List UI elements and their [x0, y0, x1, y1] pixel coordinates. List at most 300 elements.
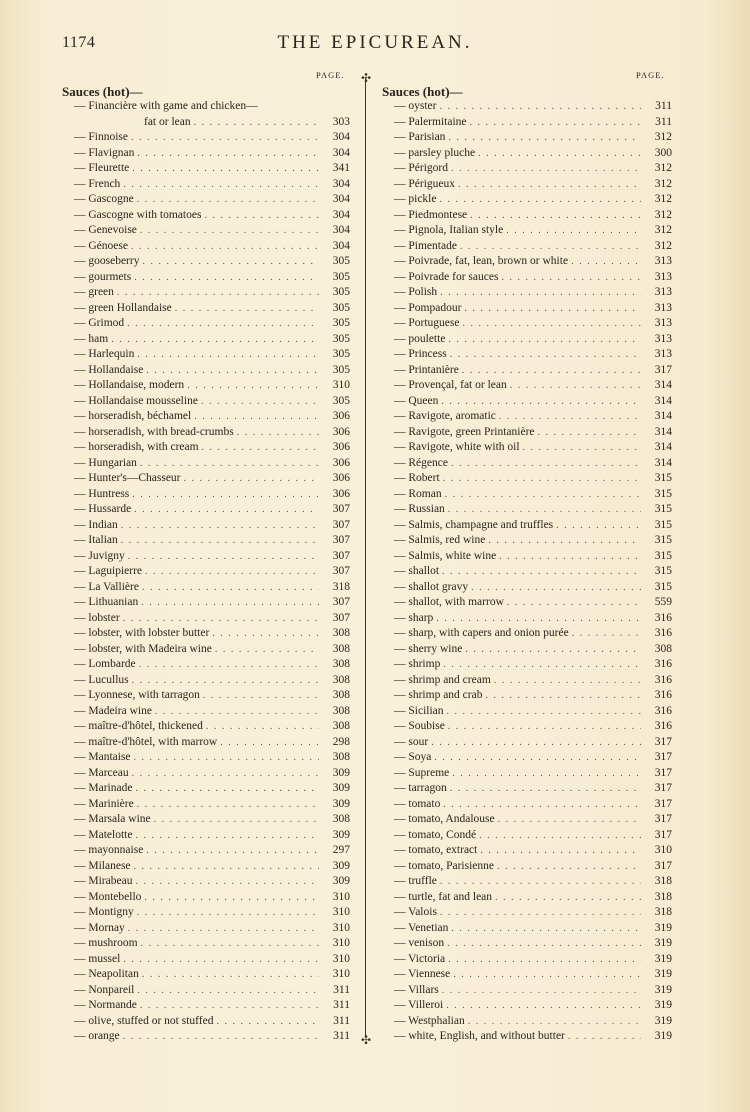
index-entry	[382, 286, 672, 302]
entry-text: — Italian	[74, 534, 118, 546]
dot-leader	[439, 101, 641, 112]
dot-leader	[155, 706, 319, 717]
entry-text: — ham	[74, 332, 109, 345]
entry-text: — Marceau	[74, 766, 129, 779]
entry-text: — Mantaise	[74, 751, 131, 763]
entry-page-number: 316	[654, 611, 672, 624]
entry-text: — Finnoise	[74, 131, 128, 143]
entry-page-number: 319	[654, 983, 672, 996]
entry-text: — tomato, Parisienne	[394, 859, 494, 872]
entry-page-number: 313	[654, 332, 672, 345]
dot-leader	[495, 892, 641, 903]
entry-page-number: 310	[654, 844, 672, 856]
index-entry	[382, 860, 672, 876]
entry-text: — gourmets	[74, 270, 132, 283]
page-column-label: PAGE.	[316, 70, 345, 80]
dot-leader	[146, 365, 319, 376]
dot-leader	[237, 427, 319, 438]
dot-leader	[134, 504, 319, 515]
dot-leader	[140, 225, 319, 236]
entry-text: — Lithuanian	[74, 596, 139, 608]
index-entry	[62, 333, 350, 349]
entry-page-number: 311	[333, 1014, 350, 1027]
entry-page-number: 309	[332, 797, 350, 810]
entry-page-number: 308	[332, 627, 350, 639]
index-entry	[62, 705, 350, 721]
page-header	[0, 30, 750, 56]
entry-text: — tomato, Condé	[394, 828, 477, 841]
dot-leader	[117, 287, 319, 298]
index-entry	[382, 891, 672, 907]
entry-text: — Matelotte	[74, 828, 133, 841]
index-entry	[62, 953, 350, 969]
dot-leader	[154, 814, 319, 825]
dot-leader	[470, 117, 642, 128]
index-entry	[382, 550, 672, 566]
index-entry	[62, 875, 350, 891]
index-entry	[62, 364, 350, 380]
dot-leader	[478, 148, 641, 159]
dot-leader	[137, 194, 319, 205]
dot-leader	[203, 690, 319, 701]
index-entry	[62, 674, 350, 690]
index-entry	[62, 472, 350, 488]
index-entry	[382, 147, 672, 163]
entry-page-number: 319	[654, 937, 672, 949]
index-entry	[62, 162, 350, 178]
entry-text: — lobster, with lobster butter	[74, 627, 210, 639]
dot-leader	[450, 783, 641, 794]
index-entry	[62, 147, 350, 163]
entry-page-number: 304	[332, 239, 350, 252]
index-entry	[62, 968, 350, 984]
entry-text: — tomato, Andalouse	[394, 813, 495, 825]
index-entry	[382, 596, 672, 612]
entry-text: — shrimp	[394, 658, 441, 670]
entry-text: — Marsala wine	[74, 813, 151, 825]
dot-leader	[202, 442, 319, 453]
entry-page-number: 309	[332, 828, 350, 841]
entry-text: — Huntress	[74, 487, 130, 500]
entry-page-number: 313	[654, 301, 672, 314]
entry-page-number: 311	[655, 100, 672, 112]
entry-page-number: 307	[332, 549, 350, 562]
entry-text: — Provençal, fat or lean	[394, 379, 507, 391]
dot-leader	[451, 458, 641, 469]
entry-page-number: 316	[654, 689, 672, 701]
index-entry	[62, 751, 350, 767]
index-entry	[62, 581, 350, 597]
dot-leader	[134, 752, 319, 763]
index-entry	[382, 627, 672, 643]
dot-leader	[443, 799, 641, 810]
dot-leader	[132, 163, 319, 174]
entry-text: — shallot, with marrow	[394, 596, 504, 608]
entry-page-number: 317	[654, 363, 672, 376]
entry-page-number: 317	[654, 859, 672, 872]
entry-text: — green Hollandaise	[74, 301, 172, 314]
entry-page-number: 316	[654, 704, 672, 717]
entry-page-number: 305	[332, 317, 350, 329]
entry-text: — maître-d'hôtel, with marrow	[74, 735, 218, 748]
index-entry	[382, 100, 672, 116]
dot-leader	[465, 644, 641, 655]
entry-page-number: 309	[332, 859, 350, 872]
index-entry	[382, 736, 672, 752]
entry-page-number: 304	[332, 193, 350, 205]
dot-leader	[123, 179, 319, 190]
entry-page-number: 304	[332, 208, 350, 221]
entry-page-number: 312	[654, 162, 672, 174]
entry-text: — Princess	[394, 348, 447, 360]
entry-text: — mayonnaise	[74, 844, 144, 856]
index-entry	[382, 162, 672, 178]
index-entry	[382, 209, 672, 225]
entry-page-number: 307	[332, 518, 350, 531]
dot-leader	[448, 954, 641, 965]
entry-text: — sour	[394, 735, 429, 748]
entry-text: — Ravigote, green Printanière	[394, 425, 535, 438]
column-divider	[365, 78, 366, 1038]
dot-leader	[451, 163, 641, 174]
entry-text: — Flavignan	[74, 146, 135, 159]
entry-page-number: 318	[654, 890, 672, 903]
entry-text: — Piedmontese	[394, 208, 468, 221]
dot-leader	[452, 768, 641, 779]
entry-page-number: 310	[332, 906, 350, 918]
index-entry	[62, 255, 350, 271]
index-entry	[62, 844, 350, 860]
entry-text: — Hunter's—Chasseur	[74, 472, 181, 484]
index-entry	[382, 488, 672, 504]
entry-text: — Madeira wine	[74, 704, 152, 717]
entry-text: — Roman	[394, 487, 442, 500]
index-entry	[382, 813, 672, 829]
index-entry	[62, 410, 350, 426]
dot-leader	[556, 520, 641, 531]
index-entry	[62, 813, 350, 829]
entry-text: — Juvigny	[74, 549, 125, 562]
dot-leader	[123, 954, 319, 965]
entry-text: — horseradish, with bread-crumbs	[74, 425, 234, 438]
entry-page-number: 304	[332, 146, 350, 159]
dot-leader	[135, 876, 319, 887]
index-entry	[62, 643, 350, 659]
index-entry	[62, 767, 350, 783]
index-entry	[382, 829, 672, 845]
index-entry	[382, 441, 672, 457]
entry-page-number: 310	[332, 952, 350, 965]
entry-text: — Palermitaine	[394, 115, 467, 128]
entry-page-number: 309	[332, 782, 350, 794]
entry-text: — shrimp and crab	[394, 689, 483, 701]
entry-page-number: 319	[654, 952, 672, 965]
dot-leader	[206, 721, 319, 732]
dot-leader	[443, 659, 641, 670]
entry-page-number: 317	[654, 766, 672, 779]
entry-page-number: 310	[332, 937, 350, 949]
dot-leader	[447, 706, 641, 717]
index-entry	[62, 829, 350, 845]
index-entry	[62, 178, 350, 194]
entry-text: — horseradish, with cream	[74, 441, 199, 453]
entry-text: — Périgord	[394, 162, 448, 174]
index-entry	[62, 100, 350, 116]
entry-page-number: 312	[654, 193, 672, 205]
dot-leader	[468, 1016, 641, 1027]
entry-page-number: 318	[332, 580, 350, 593]
index-entry	[62, 534, 350, 550]
dot-leader	[442, 985, 641, 996]
entry-text: — white, English, and without butter	[394, 1030, 565, 1042]
entry-page-number: 314	[654, 410, 672, 422]
dot-leader	[127, 318, 319, 329]
index-entry	[382, 968, 672, 984]
dot-leader	[480, 845, 641, 856]
index-entry	[382, 534, 672, 550]
entry-text: — Hollandaise, modern	[74, 379, 185, 391]
dot-leader	[132, 675, 319, 686]
dot-leader	[458, 179, 641, 190]
entry-page-number: 319	[654, 1030, 672, 1042]
index-entry	[62, 736, 350, 752]
entry-text: — Harlequin	[74, 348, 135, 360]
dot-leader	[132, 489, 319, 500]
ornament-icon: ✣	[360, 1033, 372, 1047]
entry-text: — lobster, with Madeira wine	[74, 642, 212, 655]
dot-leader	[451, 923, 641, 934]
index-entry	[382, 348, 672, 364]
entry-page-number: 319	[654, 968, 672, 980]
index-entry	[62, 999, 350, 1015]
entry-page-number: 310	[332, 379, 350, 391]
dot-leader	[220, 737, 319, 748]
index-entry	[382, 767, 672, 783]
entry-text: fat or lean	[144, 115, 191, 128]
entry-text: — Neapolitan	[74, 968, 139, 980]
index-entry	[382, 782, 672, 798]
dot-leader	[462, 318, 641, 329]
dot-leader	[510, 380, 641, 391]
entry-text: — parsley pluche	[394, 146, 476, 159]
entry-page-number: 312	[654, 177, 672, 190]
index-entry	[382, 1015, 672, 1031]
entry-text: — Lombarde	[74, 658, 136, 670]
entry-text: — French	[74, 177, 121, 190]
index-entry	[382, 984, 672, 1000]
entry-page-number: 311	[655, 115, 672, 128]
index-entry	[62, 550, 350, 566]
index-entry	[382, 317, 672, 333]
dot-leader	[497, 861, 641, 872]
index-entry	[62, 906, 350, 922]
entry-page-number: 317	[654, 751, 672, 763]
dot-leader	[145, 566, 319, 577]
index-entry	[382, 116, 672, 132]
entry-page-number: 309	[332, 766, 350, 779]
entry-page-number: 297	[332, 844, 350, 856]
index-entry	[62, 302, 350, 318]
entry-page-number: 314	[654, 425, 672, 438]
entry-page-number: 316	[654, 720, 672, 732]
entry-page-number: 313	[654, 286, 672, 298]
index-entry	[62, 782, 350, 798]
dot-leader	[131, 241, 319, 252]
page-number: 1174	[62, 34, 96, 51]
entry-text: — poulette	[394, 332, 446, 345]
entry-page-number: 312	[654, 208, 672, 221]
index-entry	[62, 922, 350, 938]
entry-text: — Régence	[394, 456, 448, 469]
dot-leader	[442, 566, 641, 577]
entry-text: — turtle, fat and lean	[394, 890, 493, 903]
index-entry	[62, 395, 350, 411]
entry-text: — Indian	[74, 518, 118, 531]
entry-text: — Salmis, white wine	[394, 549, 497, 562]
entry-page-number: 318	[654, 875, 672, 887]
dot-leader	[446, 1000, 641, 1011]
dot-leader	[111, 334, 319, 345]
entry-page-number: 305	[332, 332, 350, 345]
dot-leader	[139, 659, 319, 670]
dot-leader	[441, 396, 641, 407]
dot-leader	[142, 256, 319, 267]
index-entry	[62, 426, 350, 442]
dot-leader	[494, 675, 641, 686]
dot-leader	[499, 411, 641, 422]
index-entry	[382, 410, 672, 426]
entry-page-number: 319	[654, 921, 672, 934]
index-entry	[382, 364, 672, 380]
dot-leader	[144, 892, 319, 903]
dot-leader	[572, 628, 641, 639]
entry-page-number: 315	[654, 534, 672, 546]
entry-text: — Queen	[394, 394, 439, 407]
index-entry	[62, 720, 350, 736]
dot-leader	[436, 613, 641, 624]
dot-leader	[141, 938, 319, 949]
dot-leader	[499, 551, 641, 562]
index-entry	[62, 348, 350, 364]
index-entry	[62, 116, 350, 132]
entry-text: — oyster	[394, 100, 437, 112]
dot-leader	[443, 473, 641, 484]
dot-leader	[194, 117, 319, 128]
index-entry	[382, 999, 672, 1015]
entry-text: — Hollandaise	[74, 363, 144, 376]
entry-text: — Montigny	[74, 906, 134, 918]
entry-text: — sharp, with capers and onion purée	[394, 627, 569, 639]
entry-text: — maître-d'hôtel, thickened	[74, 720, 203, 732]
index-entry	[382, 643, 672, 659]
entry-page-number: 316	[654, 658, 672, 670]
entry-page-number: 304	[332, 224, 350, 236]
dot-leader	[440, 907, 641, 918]
entry-page-number: 311	[333, 1030, 350, 1042]
entry-text: — Supreme	[394, 766, 450, 779]
entry-page-number: 315	[654, 503, 672, 515]
index-entry	[382, 953, 672, 969]
index-entries-right	[382, 100, 672, 1046]
index-entry	[62, 441, 350, 457]
entry-text: — Ravigote, white with oil	[394, 441, 520, 453]
entry-text: — Sicilian	[394, 704, 444, 717]
entry-page-number: 306	[332, 425, 350, 438]
section-title: Sauces (hot)—	[62, 84, 143, 99]
dot-leader	[137, 985, 319, 996]
entry-text: — tomato, extract	[394, 844, 478, 856]
entry-page-number: 304	[332, 131, 350, 143]
entry-text: — Grimod	[74, 317, 125, 329]
entry-page-number: 306	[332, 487, 350, 500]
entry-page-number: 317	[654, 828, 672, 841]
index-entry	[62, 271, 350, 287]
entry-text: — truffle	[394, 875, 437, 887]
dot-leader	[448, 721, 641, 732]
dot-leader	[140, 458, 319, 469]
index-entry	[62, 658, 350, 674]
entry-page-number: 319	[654, 1014, 672, 1027]
entry-page-number: 559	[654, 596, 672, 608]
dot-leader	[450, 349, 641, 360]
running-title: THE EPICUREAN.	[277, 32, 473, 53]
index-entry	[382, 240, 672, 256]
entry-page-number: 315	[654, 549, 672, 562]
entry-text: — pickle	[394, 193, 437, 205]
entry-text: — Nonpareil	[74, 983, 135, 996]
dot-leader	[431, 737, 641, 748]
index-entry	[382, 720, 672, 736]
entry-page-number: 305	[332, 270, 350, 283]
dot-leader	[448, 504, 641, 515]
entry-text: — tomato	[394, 797, 441, 810]
entry-text: — La Vallière	[74, 580, 139, 593]
index-entry	[382, 178, 672, 194]
entry-text: — Gascogne	[74, 193, 134, 205]
entry-page-number: 307	[332, 503, 350, 515]
dot-leader	[142, 969, 319, 980]
entry-text: — sharp	[394, 611, 434, 624]
entry-page-number: 306	[332, 410, 350, 422]
index-entry	[62, 689, 350, 705]
entry-text: — Marinade	[74, 782, 133, 794]
entry-page-number: 305	[332, 363, 350, 376]
entry-page-number: 314	[654, 441, 672, 453]
entry-text: — Westphalian	[394, 1014, 465, 1027]
index-entry	[62, 1015, 350, 1031]
entry-text: — Financière with game and chicken—	[74, 100, 258, 112]
entry-page-number: 307	[332, 534, 350, 546]
dot-leader	[146, 845, 319, 856]
entry-page-number: 304	[332, 177, 350, 190]
entry-page-number: 306	[332, 441, 350, 453]
index-entry	[382, 565, 672, 581]
entry-page-number: 305	[332, 255, 350, 267]
index-entry	[382, 844, 672, 860]
entry-text: — Venetian	[394, 921, 449, 934]
entry-text: — Milanese	[74, 859, 131, 872]
dot-leader	[187, 380, 319, 391]
dot-leader	[134, 272, 319, 283]
dot-leader	[215, 644, 319, 655]
entry-text: — lobster	[74, 611, 120, 624]
dot-leader	[142, 582, 319, 593]
index-entry	[62, 193, 350, 209]
index-entry	[382, 503, 672, 519]
entry-page-number: 316	[654, 627, 672, 639]
index-entry	[382, 379, 672, 395]
entry-text: — Poivrade for sauces	[394, 270, 499, 283]
